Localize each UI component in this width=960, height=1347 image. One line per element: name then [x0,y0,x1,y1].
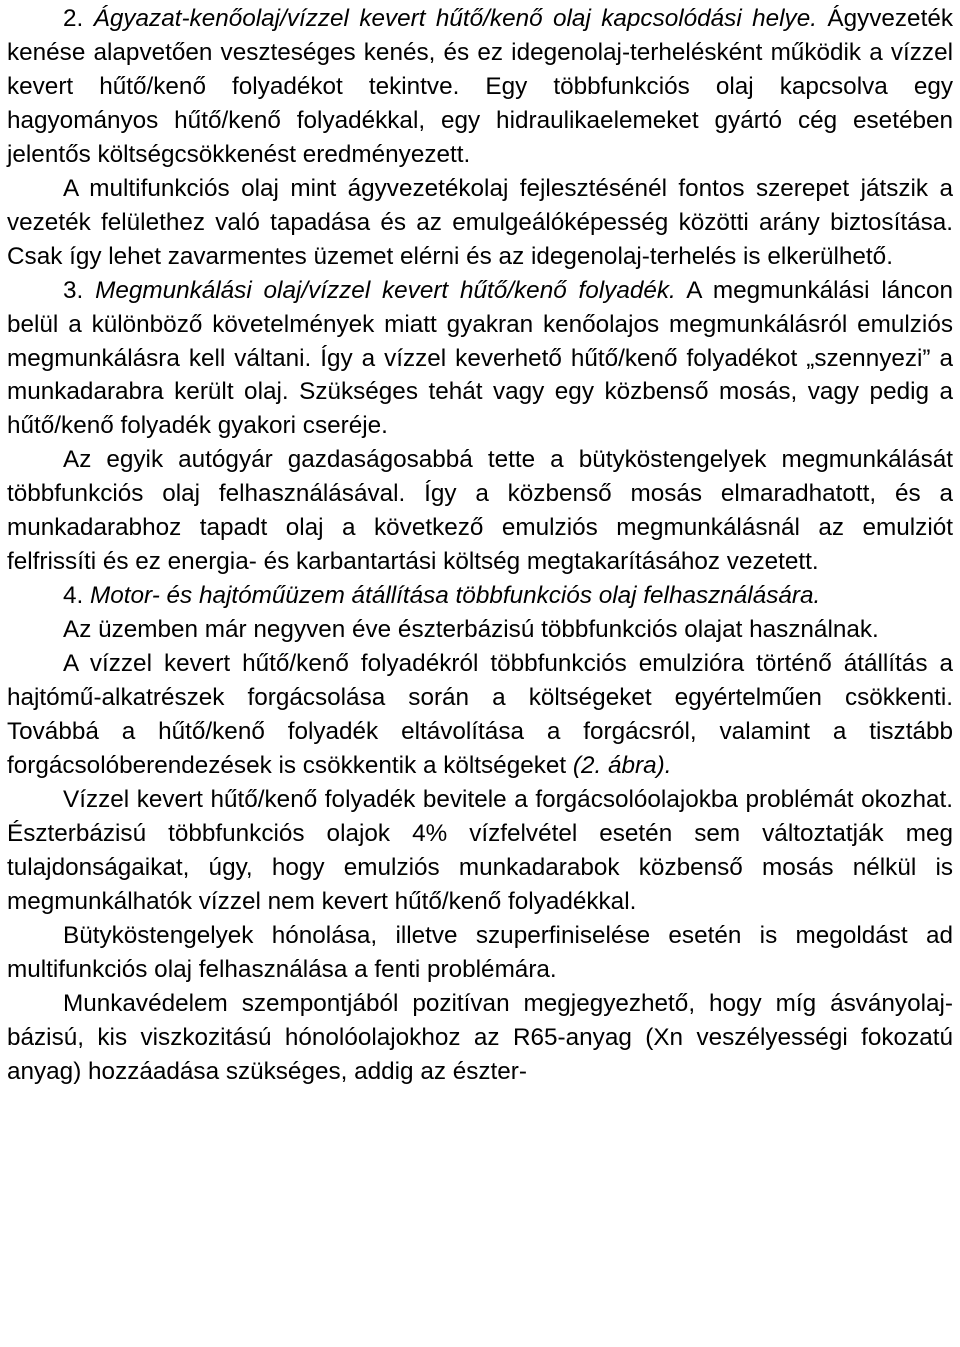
figure-reference: (2. ábra). [572,751,672,779]
section-2-heading: Ágyazat-kenőolaj/vízzel kevert hűtő/kenő olaj kapcsolódási helye. [93,5,817,32]
section-3-number: 3. [63,276,84,304]
section-4-paragraph-2-text: A vízzel kevert hűtő/kenő folyadékról többfunkciós emulzióra történő átállítás a hajtómű-alkatrészek forgácsolása során a költségeket egyértelműen csökkenti. Továbbá a hűtő/kenő folyadék eltávolítása a forgácsról, valamint a tisztább forgácsolóberendezések is csökkentik a költségeket [7,650,953,779]
section-3-paragraph [7,274,953,444]
section-4-heading-paragraph [7,579,953,613]
section-2-number: 2. [63,5,84,32]
section-2-paragraph-2: A multifunkciós olaj mint ágyvezetékolaj fejlesztésénél fontos szerepet játszik a vezeték felülethez való tapadása és az emulgeálóképesség közötti arány biztosítása. Csak így lehet zavarmentes üzemet elérni és az idegenolaj-terhelés is elkerülhető. [7,174,953,270]
section-4-number: 4. [63,582,84,610]
document-page [7,2,953,1089]
section-4-paragraph-1: Az üzemben már negyven éve észterbázisú többfunkciós olajat használnak. [63,616,879,644]
section-4-heading: Motor- és hajtóműüzem átállítása többfunkciós olaj felhasználására. [90,582,821,610]
section-4-paragraph-5: Munkavédelem szempontjából pozitívan megjegyezhető, hogy míg ásványolaj-bázisú, kis viszkozitású hónolóolajokhoz az R65-anyag (Xn veszélyességi fokozatú anyag) hozzáadása szükséges, addig az észter- [7,989,953,1085]
section-3-text: A megmunkálási láncon belül a különböző követelmények miatt gyakran kenőolajos megmunkálásról emulziós megmunkálásra kell váltani. Így a vízzel keverhető hűtő/kenő folyadékot „szennyezi” a munkadarabra került olaj. Szükséges tehát vagy egy közbenső mosás, vagy pedig a hűtő/kenő folyadék gyakori cseréje. [7,276,953,440]
section-4-paragraph-3: Vízzel kevert hűtő/kenő folyadék bevitele a forgácsolóolajokba problémát okozhat. Észterbázisú többfunkciós olajok 4% vízfelvétel esetén sem változtatják meg tulajdonságaikat, úgy, hogy emulziós munkadarabok közbenső mosás nélkül is megmunkálhatók vízzel nem kevert hűtő/kenő folyadékkal. [7,785,953,915]
section-3-heading: Megmunkálási olaj/vízzel kevert hűtő/kenő folyadék. [95,276,676,304]
section-4-paragraph-2 [7,647,953,783]
section-2-paragraph [7,2,953,172]
section-4-paragraph-4: Bütyköstengelyek hónolása, illetve szuperfiniselése esetén is megoldást ad multifunkciós olaj felhasználása a fenti problémára. [7,921,953,983]
section-2-text: Ágyvezeték kenése alapvetően veszteséges kenés, és ez idegenolaj-terhelésként működik a vízzel kevert hűtő/kenő folyadékot tekintve. Egy többfunkciós olaj kapcsolva egy hagyományos hűtő/kenő folyadékkal, egy hidraulikaelemeket gyártó cég esetében jelentős költségcsökkenést eredményezett. [7,5,953,168]
section-3-paragraph-2: Az egyik autógyár gazdaságosabbá tette a bütyköstengelyek megmunkálását többfunkciós olaj felhasználásával. Így a közbenső mosás elmaradhatott, és a munkadarabhoz tapadt olaj a következő emulziós megmunkálásnál az emulziót felfrissíti és ez energia- és karbantartási költség megtakarításához vezetett. [7,446,953,576]
